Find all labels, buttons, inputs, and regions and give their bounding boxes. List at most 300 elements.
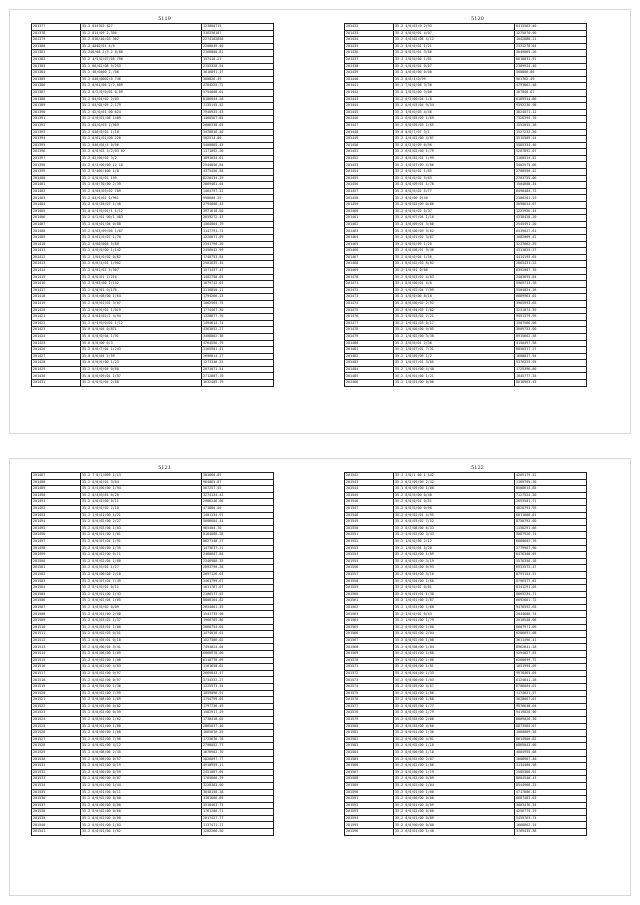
reference-cell: 35.2 0/0/00/00 1/03 <box>394 677 515 684</box>
amount-cell: 5400005.43 <box>202 142 274 149</box>
row-id-cell: 201433 <box>345 30 394 37</box>
amount-cell: 5585334.46 <box>515 142 587 149</box>
row-id-cell: 201379 <box>32 37 81 44</box>
amount-cell: 8808164.82 <box>202 598 274 605</box>
reference-cell: 35.2 4/0/0/00 0/00 <box>394 70 515 77</box>
row-id-cell: 201571 <box>345 664 394 671</box>
row-id-cell: 201548 <box>345 512 394 519</box>
table-row <box>32 723 274 730</box>
reference-cell: 35.2 0/2/00/00 12 18 <box>81 162 202 169</box>
amount-cell: 1079712.02 <box>202 281 274 288</box>
reference-cell: 35.2 0/0/01 1/216 <box>81 274 202 281</box>
amount-cell: 1161658.02 <box>202 664 274 671</box>
reference-cell: 35.2 0/0/02/00 0/89 <box>394 776 515 783</box>
amount-cell: 3648158.28 <box>202 789 274 796</box>
table-row <box>32 631 274 638</box>
row-id-cell: 201565 <box>345 624 394 631</box>
table-row <box>345 175 587 182</box>
row-id-cell: 201501 <box>32 565 81 572</box>
reference-cell: 35.2 0/0/02/00 7/99 <box>81 690 202 697</box>
table-row <box>345 287 587 294</box>
reference-cell: 35.2 0/0/05/00 0/02 <box>81 703 202 710</box>
amount-cell: 1135145.42 <box>202 103 274 110</box>
amount-cell: 1730418.02 <box>202 716 274 723</box>
table-row <box>32 519 274 526</box>
amount-cell: 6915662.58 <box>515 333 587 340</box>
table-row <box>345 248 587 255</box>
reference-cell: 35.2 0/0/02/00 0/59 <box>81 710 202 717</box>
row-id-cell: 201589 <box>345 782 394 789</box>
row-id-cell: 201544 <box>345 486 394 493</box>
amount-cell: 2071071.54 <box>202 366 274 373</box>
row-id-cell: 201472 <box>345 287 394 294</box>
table-row <box>32 604 274 611</box>
amount-cell: 964065.87 <box>202 479 274 486</box>
table-row <box>32 162 274 169</box>
table-row <box>32 267 274 274</box>
table-row <box>345 677 587 684</box>
reference-cell: 35.2 0/0/02/00 1/79 <box>394 710 515 717</box>
table-row <box>32 241 274 248</box>
row-id-cell: 201523 <box>32 710 81 717</box>
reference-cell: 35.2 04/0/03 1/969 <box>81 122 202 129</box>
row-id-cell: 201449 <box>345 136 394 143</box>
row-id-cell: 201480 <box>345 340 394 347</box>
reference-cell: 35.2 0/0/00/00 1/19 <box>394 769 515 776</box>
row-id-cell: 201550 <box>345 525 394 532</box>
row-id-cell: 201380 <box>32 43 81 50</box>
amount-cell: 3609753.00 <box>515 327 587 334</box>
amount-cell: 2659272.43 <box>202 215 274 222</box>
table-row <box>345 50 587 57</box>
data-table <box>344 23 587 387</box>
data-table <box>31 23 274 387</box>
reference-cell: 35.2 0/0/01/00 1/02 <box>81 829 202 836</box>
reference-cell: 35.2 040/0002/0 746 <box>81 76 202 83</box>
table-row <box>345 320 587 327</box>
amount-cell: 2006338.03 <box>202 122 274 129</box>
table-row <box>32 109 274 116</box>
reference-cell: 35.2 1/0/01/00 1/60 <box>394 604 515 611</box>
amount-cell: 4820793.99 <box>515 505 587 512</box>
table-row <box>32 611 274 618</box>
amount-cell: 5578350.18 <box>515 558 587 565</box>
reference-cell: 35.2 1/0/02/00 3/38 <box>394 333 515 340</box>
row-id-cell: 201388 <box>32 96 81 103</box>
amount-cell: 1754799.05 <box>202 697 274 704</box>
reference-cell: 35.2 0/0/04/03 1/02 <box>394 307 515 314</box>
row-id-cell: 201487 <box>32 473 81 480</box>
table-row <box>32 195 274 202</box>
amount-cell: 3971618.50 <box>202 208 274 215</box>
reference-cell: 35.2 0/0/70/00 2/39 <box>81 182 202 189</box>
table-row <box>345 340 587 347</box>
row-id-cell: 201539 <box>32 815 81 822</box>
row-id-cell: 201530 <box>32 756 81 763</box>
row-id-cell: 201382 <box>32 56 81 63</box>
reference-cell: 35.2 0/0/02/00 2/27 <box>81 519 202 526</box>
reference-cell: 35.2 4/0/02/00 3/43 <box>394 532 515 539</box>
reference-cell: 35.2 0/0/01/00 0/09 <box>394 802 515 809</box>
reference-cell: 35.2 0/0/7/04 1/243 <box>81 347 202 354</box>
table-row <box>345 545 587 552</box>
table-row <box>32 188 274 195</box>
table-row <box>345 604 587 611</box>
table-row <box>345 155 587 162</box>
row-id-cell: 201424 <box>32 333 81 340</box>
amount-cell: 6607971.09 <box>515 624 587 631</box>
reference-cell: 35.2 0/0/02/00 0/11 <box>81 552 202 559</box>
row-id-cell: 201492 <box>32 505 81 512</box>
amount-cell: 7940925.43 <box>202 109 274 116</box>
row-id-cell: 201505 <box>32 591 81 598</box>
table-row <box>345 373 587 380</box>
table-row <box>32 657 274 664</box>
reference-cell: 35.2 0/0/0/02 5/77 <box>394 188 515 195</box>
amount-cell: 998600.29 <box>202 195 274 202</box>
table-row <box>345 24 587 31</box>
reference-cell: 35.2 0/0/02/00 1/00 <box>81 657 202 664</box>
row-id-cell: 201534 <box>32 782 81 789</box>
row-id-cell: 201445 <box>345 109 394 116</box>
row-id-cell: 201436 <box>345 50 394 57</box>
amount-cell: 1282266.50 <box>202 829 274 836</box>
reference-cell: 35.0 0/0/0/00 1/23 <box>81 360 202 367</box>
reference-cell: 35.0 0/0/7/07 3/1 <box>394 129 515 136</box>
row-id-cell: 201549 <box>345 519 394 526</box>
table-row <box>345 347 587 354</box>
table-row <box>32 802 274 809</box>
row-id-cell: 201510 <box>32 624 81 631</box>
row-id-cell: 201588 <box>345 776 394 783</box>
table-row <box>32 353 274 360</box>
row-id-cell: 201557 <box>345 571 394 578</box>
reference-cell: 35.2 0/0/02/00 0/00 <box>394 809 515 816</box>
table-row <box>32 83 274 90</box>
table-row <box>345 169 587 176</box>
amount-cell: 5087926.74 <box>515 532 587 539</box>
reference-cell: 35.2 4/0/0/00 8/18 <box>394 294 515 301</box>
table-row <box>32 96 274 103</box>
table-row <box>345 697 587 704</box>
row-id-cell: 201395 <box>32 142 81 149</box>
row-id-cell: 201437 <box>345 56 394 63</box>
amount-cell: 3478816.40 <box>202 129 274 136</box>
page-5122 <box>330 459 625 895</box>
amount-cell: 2794008.43 <box>202 202 274 209</box>
row-id-cell: 201483 <box>345 360 394 367</box>
row-id-cell: 201461 <box>345 215 394 222</box>
table-row <box>345 684 587 691</box>
reference-cell: 35.2 0/0/01/00 1/81 <box>81 532 202 539</box>
table-row <box>345 479 587 486</box>
reference-cell: 35.1 7/0/0/08 3/36 <box>394 83 515 90</box>
amount-cell: 2386201.19 <box>515 195 587 202</box>
reference-cell: 35.2 0/04/02/2 4/94 <box>81 314 202 321</box>
row-id-cell: 201532 <box>32 769 81 776</box>
row-id-cell: 201537 <box>32 802 81 809</box>
amount-cell: 1320677.76 <box>202 314 274 321</box>
row-id-cell: 201592 <box>345 802 394 809</box>
table-row <box>32 618 274 625</box>
row-id-cell: 201595 <box>345 822 394 829</box>
reference-cell: 35.2 4/0/01/00 1/21 <box>394 373 515 380</box>
amount-cell: 8809026.30 <box>515 716 587 723</box>
table-row <box>32 320 274 327</box>
row-id-cell: 201435 <box>345 43 394 50</box>
amount-cell: 4414195.65 <box>515 254 587 261</box>
reference-cell: 35.2 0/0/0/01 1/019 <box>81 307 202 314</box>
table-row <box>32 782 274 789</box>
table-row <box>32 360 274 367</box>
row-id-cell: 201572 <box>345 670 394 677</box>
reference-cell: 35.2 0/0/02/00 0/97 <box>81 677 202 684</box>
table-row <box>345 809 587 816</box>
reference-cell: 35.2 0/0/01/00 1/00 <box>394 789 515 796</box>
reference-cell: 35.2 1/0/01/00 1/67 <box>394 598 515 605</box>
reference-cell: 35.2 018/40/03 362 <box>81 37 202 44</box>
amount-cell: 9951379.99 <box>515 314 587 321</box>
reference-cell: 35.2 0/01/0/07 1/70 <box>81 235 202 242</box>
amount-cell: 1582917.29 <box>202 710 274 717</box>
row-id-cell: 201583 <box>345 743 394 750</box>
row-id-cell: 201465 <box>345 241 394 248</box>
row-id-cell: 201540 <box>32 822 81 829</box>
row-id-cell: 201478 <box>345 327 394 334</box>
row-id-cell: 201394 <box>32 136 81 143</box>
row-id-cell: 201524 <box>32 716 81 723</box>
amount-cell: 1160514.52 <box>515 155 587 162</box>
row-id-cell: 201401 <box>32 182 81 189</box>
table-row <box>32 76 274 83</box>
amount-cell: 8490484.72 <box>515 188 587 195</box>
reference-cell: 35.2 0/0/00/00 1/10 <box>394 749 515 756</box>
reference-cell: 35.2 0/0/02/00 0/19 <box>81 763 202 770</box>
row-id-cell: 201541 <box>32 829 81 836</box>
reference-cell: 35.2 4/0/02/00 4/87 <box>394 136 515 143</box>
amount-cell: 1611787.07 <box>202 585 274 592</box>
amount-cell: 6352087.76 <box>515 267 587 274</box>
table-row <box>32 690 274 697</box>
reference-cell: 35.2 0/0/0/04 2/68 <box>81 380 202 387</box>
row-id-cell: 201573 <box>345 677 394 684</box>
row-id-cell: 201593 <box>345 809 394 816</box>
amount-cell: 1794266.23 <box>202 294 274 301</box>
amount-cell: 1668862.15 <box>515 822 587 829</box>
amount-cell: 1460567.85 <box>202 116 274 123</box>
table-row <box>345 267 587 274</box>
amount-cell: 2068754.04 <box>202 624 274 631</box>
table-row <box>32 552 274 559</box>
row-id-cell: 201479 <box>345 333 394 340</box>
amount-cell: 316336107 <box>202 30 274 37</box>
row-id-cell: 201408 <box>32 228 81 235</box>
table-row <box>345 188 587 195</box>
row-id-cell: 201591 <box>345 796 394 803</box>
row-id-cell: 201387 <box>32 89 81 96</box>
row-id-cell: 201493 <box>32 512 81 519</box>
row-id-cell: 201562 <box>345 604 394 611</box>
row-id-cell: 201467 <box>345 254 394 261</box>
table-row <box>345 149 587 156</box>
reference-cell: 35.2 0/0/05/00 4/67 <box>394 684 515 691</box>
table-row <box>345 353 587 360</box>
row-id-cell: 201580 <box>345 723 394 730</box>
row-id-cell: 201473 <box>345 294 394 301</box>
table-row <box>345 486 587 493</box>
table-row <box>345 241 587 248</box>
reference-cell: 35.2 1/0/01/00 1/21 <box>81 512 202 519</box>
table-row <box>32 473 274 480</box>
table-row <box>345 307 587 314</box>
reference-cell: 35.2 0/0/03/02 4/03 <box>394 274 515 281</box>
reference-cell: 35.2 0/4/0/04 0/60 <box>81 366 202 373</box>
table-row <box>32 651 274 658</box>
row-id-cell: 201498 <box>32 545 81 552</box>
amount-cell: 6476308.95 <box>515 552 587 559</box>
reference-cell: 35.2 0/4/0/01 0/11 <box>81 585 202 592</box>
table-row <box>32 43 274 50</box>
table-row <box>345 703 587 710</box>
table-row <box>32 254 274 261</box>
amount-cell: 2341798.26 <box>202 241 274 248</box>
row-id-cell: 201513 <box>32 644 81 651</box>
amount-cell: 6268699.72 <box>515 657 587 664</box>
reference-cell: 35.2 0/0/02/01 1/99 <box>394 155 515 162</box>
reference-cell: 35.2 0/0/07/04 7/49 <box>81 578 202 585</box>
amount-cell: 1765666.79 <box>202 776 274 783</box>
table-row <box>32 274 274 281</box>
row-id-cell: 201407 <box>32 221 81 228</box>
table-row <box>32 591 274 598</box>
table-row <box>32 558 274 565</box>
amount-cell: 6118778.69 <box>202 657 274 664</box>
row-id-cell: 201450 <box>345 142 394 149</box>
row-id-cell: 201457 <box>345 188 394 195</box>
amount-cell: 2168800.81 <box>202 50 274 57</box>
reference-cell: 35.0 0/0/09/01 1/57 <box>81 373 202 380</box>
amount-cell: 6169554.86 <box>515 96 587 103</box>
amount-cell: 5969713.76 <box>515 281 587 288</box>
row-id-cell: 201556 <box>345 565 394 572</box>
amount-cell: 5402575.66 <box>515 162 587 169</box>
amount-cell: 2865037.40 <box>202 723 274 730</box>
reference-cell: 35.2 0/0/00/08 2/18 <box>81 571 202 578</box>
reference-cell: 35.2 1/0/07/01 7/31 <box>394 347 515 354</box>
reference-cell: 35.2 4/0/0/01 0/07 <box>394 63 515 70</box>
reference-cell: 35.2 0/0/01/00 1/48 <box>394 829 515 836</box>
reference-cell: 35.2 0/0/03/01 1/37 <box>81 618 202 625</box>
amount-cell: 1571437.47 <box>202 267 274 274</box>
table-row <box>345 235 587 242</box>
row-id-cell: 201517 <box>32 670 81 677</box>
reference-cell: 35.2 0/0/0/01 3/66 <box>394 50 515 57</box>
amount-cell: 8796577.82 <box>515 578 587 585</box>
table-row <box>345 208 587 215</box>
amount-cell: 9978465.05 <box>515 670 587 677</box>
amount-cell: 1042888.21 <box>515 37 587 44</box>
row-id-cell: 201446 <box>345 116 394 123</box>
page-number: 5119 <box>158 16 171 22</box>
amount-cell: 1632405.79 <box>202 380 274 387</box>
table-row <box>32 756 274 763</box>
row-id-cell: 201385 <box>32 76 81 83</box>
row-id-cell: 201462 <box>345 221 394 228</box>
amount-cell: 8164088.28 <box>202 532 274 539</box>
row-id-cell: 201570 <box>345 657 394 664</box>
reference-cell: 35.2 4/0/01/02 3/67 <box>394 235 515 242</box>
table-row <box>345 664 587 671</box>
table-row <box>32 103 274 110</box>
table-row <box>32 598 274 605</box>
row-id-cell: 201531 <box>32 763 81 770</box>
table-row <box>345 611 587 618</box>
amount-cell: 1060069.36 <box>515 730 587 737</box>
row-id-cell: 201463 <box>345 228 394 235</box>
reference-cell: 35.2 0/0/00/09 3/62 <box>394 228 515 235</box>
amount-cell: 3274124.42 <box>202 492 274 499</box>
amount-cell: 1275070.90 <box>515 30 587 37</box>
reference-cell: 35.2 0/0/00 0/40 <box>394 195 515 202</box>
reference-cell: 35.2 0/0/02/00 1/77 <box>394 703 515 710</box>
reference-cell: 35.2 0/0/05/09 1/69 <box>394 116 515 123</box>
row-id-cell: 201568 <box>345 644 394 651</box>
reference-cell: 35.2 4/0/0/01 1/21 <box>394 43 515 50</box>
amount-cell: 8962841.28 <box>515 644 587 651</box>
row-id-cell: 201414 <box>32 267 81 274</box>
reference-cell: 35.2 0/0/02/04 1/65 <box>81 598 202 605</box>
reference-cell: 35.2 40/0400 2,/06 <box>81 70 202 77</box>
amount-cell: 3165901.41 <box>202 347 274 354</box>
reference-cell: 35.2 0/0/01/00 1/03 <box>81 822 202 829</box>
row-id-cell: 201426 <box>32 347 81 354</box>
table-row <box>32 24 274 31</box>
amount-cell: 3408002.36 <box>202 333 274 340</box>
reference-cell: 35.2 0/0/02/00 1/06 <box>394 763 515 770</box>
row-id-cell: 201500 <box>32 558 81 565</box>
row-id-cell: 201431 <box>32 380 81 387</box>
reference-cell: 35.2 0/0/01/00 1/88 <box>81 723 202 730</box>
row-id-cell: 201538 <box>32 809 81 816</box>
reference-cell: 35.2 4/0/0/01 4/07 <box>394 30 515 37</box>
row-id-cell: 201427 <box>32 353 81 360</box>
row-id-cell: 201508 <box>32 611 81 618</box>
data-table <box>31 472 274 836</box>
row-id-cell: 201485 <box>345 373 394 380</box>
table-row <box>32 136 274 143</box>
reference-cell: 35.2 0/04/03/02 789 <box>81 188 202 195</box>
row-id-cell: 201429 <box>32 366 81 373</box>
row-id-cell: 201519 <box>32 684 81 691</box>
reference-cell: 35.2 0/0/08/01 9/46 <box>394 248 515 255</box>
table-row <box>32 796 274 803</box>
table-row <box>345 228 587 235</box>
table-row <box>345 294 587 301</box>
amount-cell: 3965993.65 <box>515 300 587 307</box>
row-id-cell: 201398 <box>32 162 81 169</box>
table-row <box>345 314 587 321</box>
reference-cell: 35.2 0/2/00/04 1/8 <box>394 96 515 103</box>
amount-cell: 7328395.76 <box>515 116 587 123</box>
table-row <box>32 736 274 743</box>
row-id-cell: 201419 <box>32 300 81 307</box>
table-row <box>345 202 587 209</box>
amount-cell: 2712887.70 <box>202 373 274 380</box>
reference-cell: 35.2 0/0/08/00 1/64 <box>81 294 202 301</box>
table-row <box>345 333 587 340</box>
reference-cell: 35.2 0/0/02/00 8/00 <box>81 796 202 803</box>
table-row <box>345 815 587 822</box>
